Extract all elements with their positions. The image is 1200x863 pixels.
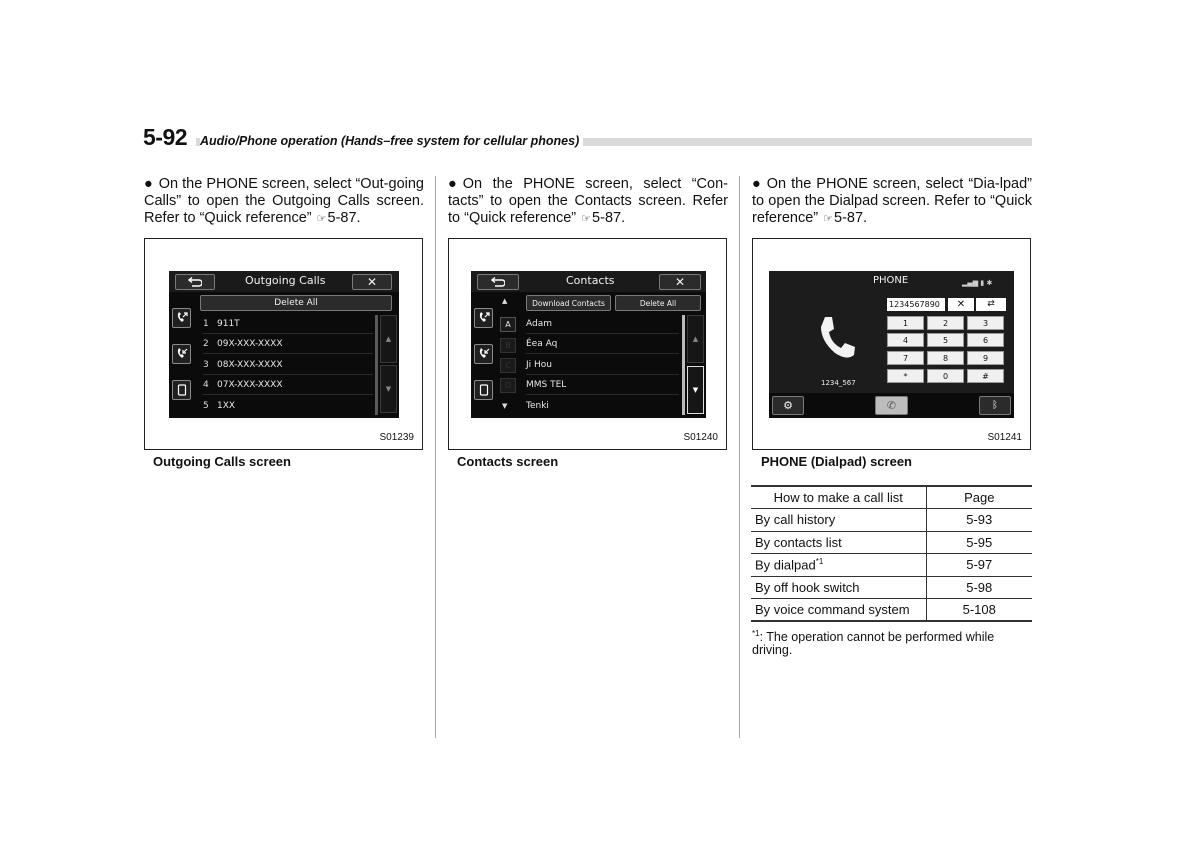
table-row [751,599,1032,622]
bullet: ● [448,176,457,192]
table-row [751,576,1032,599]
transfer-button[interactable] [976,298,1006,311]
dial-key[interactable]: 5 [927,333,964,347]
bluetooth-status-icon: ✱ [984,279,993,287]
screen-title: PHONE [873,275,909,286]
phonebook-tab[interactable] [474,380,493,400]
reference-page: 5-87. [592,210,626,226]
call-button[interactable] [875,396,908,415]
figure-code: S01239 [379,432,414,443]
table-cell-label: By contacts list [751,531,926,554]
figure-caption: Contacts screen [457,454,559,469]
phone-device-icon [479,384,489,396]
gear-icon: ⚙ [783,399,793,412]
dial-key[interactable]: 4 [887,333,924,347]
phone-incoming-icon [478,348,490,360]
settings-button[interactable] [772,396,804,415]
list-item[interactable] [203,334,373,354]
call-methods-table [751,485,1032,622]
contact-name: Éea Aq [526,338,558,349]
screen-title: Outgoing Calls [245,274,326,287]
arrow-down-icon: ▼ [502,402,508,410]
column-divider [435,176,436,738]
status-icons [962,279,992,287]
scroll-down-button[interactable] [687,366,704,414]
arrow-up-icon: ▲ [385,335,392,343]
dialpad-screen [769,271,1014,418]
table-cell-page: 5-97 [926,554,1032,577]
row-label: 08X-XXX-XXXX [217,359,283,370]
reference-icon: ☞ [581,213,592,225]
list-item[interactable] [203,375,373,395]
backspace-button[interactable] [948,298,974,311]
figure-caption: Outgoing Calls screen [153,454,291,469]
paragraph-text: On the PHONE screen, select “Dia-lpad” to open the Dialpad screen. Refer to “Quick reference” [752,176,1032,226]
figure-dialpad [752,238,1031,450]
contact-name: Adam [526,318,552,329]
phone-device-icon [177,384,187,396]
arrow-up-icon: ▲ [692,335,699,343]
table-cell-page: 5-108 [926,599,1032,622]
back-icon [188,277,202,287]
footnote-text: : The operation cannot be performed while driving. [752,630,995,658]
alpha-index-b[interactable]: B [500,338,516,353]
list-item[interactable] [526,355,679,375]
paragraph-outgoing [144,176,424,228]
row-number: 5 [203,401,209,411]
table-header-row [751,486,1032,509]
battery-icon: ▮ [978,279,985,287]
dial-key[interactable]: 1 [887,316,924,330]
figure-caption: PHONE (Dialpad) screen [761,454,912,469]
arrow-down-icon: ▼ [692,386,699,394]
outgoing-calls-tab[interactable] [474,308,493,328]
phone-incoming-icon [176,348,188,360]
footnote-marker: *1 [815,557,824,567]
figure-contacts [448,238,727,450]
list-item[interactable] [203,355,373,375]
back-icon [491,277,505,287]
scrollbar[interactable] [375,315,378,415]
dial-key[interactable]: 3 [967,316,1004,330]
table-cell-page: 5-98 [926,576,1032,599]
bluetooth-icon: ᛒ [992,400,998,411]
delete-all-button[interactable]: Delete All [615,295,701,311]
reference-page: 5-87. [834,210,868,226]
phone-outgoing-icon [478,312,490,324]
delete-all-button[interactable]: Delete All [200,295,392,311]
alpha-index-c[interactable]: C [500,358,516,373]
contact-name: MMS TEL [526,379,567,390]
list-item[interactable] [526,314,679,334]
row-number: 4 [203,379,209,390]
contact-label: 1234_567 [821,379,856,387]
incoming-calls-tab[interactable] [172,344,191,364]
contacts-screen [471,271,706,418]
outgoing-calls-tab[interactable] [172,308,191,328]
back-button[interactable] [477,274,519,290]
table-cell-label: By dialpad [755,557,816,573]
bullet: ● [144,176,153,192]
dial-key[interactable]: 6 [967,333,1004,347]
table-cell [751,554,926,577]
screen-title: Contacts [566,274,615,287]
backspace-icon: ✕ [956,299,966,310]
dial-key[interactable]: 7 [887,351,924,365]
dial-key[interactable]: 9 [967,351,1004,365]
paragraph-text: On the PHONE screen, select “Con-tacts” to open the Contacts screen. Refer to “Quick reference” [448,176,728,226]
arrow-up-icon: ▲ [502,297,508,305]
scroll-up-button[interactable] [380,315,397,363]
phonebook-tab[interactable] [172,380,191,400]
figure-code: S01241 [987,432,1022,443]
incoming-calls-tab[interactable] [474,344,493,364]
table-row [751,509,1032,532]
handset-icon [817,315,857,361]
table-cell-label: By call history [751,509,926,532]
row-number: 1 [203,318,209,329]
table-cell-page: 5-93 [926,509,1032,532]
contact-name: Tenki [526,401,549,411]
close-button[interactable] [659,274,701,290]
footnote [752,627,1032,657]
row-label: 09X-XXX-XXXX [217,338,283,349]
phone-call-icon: ✆ [886,399,897,412]
dial-key[interactable]: * [887,369,924,383]
phone-outgoing-icon [176,312,188,324]
row-number: 2 [203,338,209,349]
number-display[interactable]: 1234567890 [887,298,945,311]
row-label: 07X-XXX-XXXX [217,379,283,390]
page-number: 5-92 [143,124,188,150]
section-title: Audio/Phone operation (Hands–free system for cellular phones) [200,134,583,148]
dial-key[interactable]: 0 [927,369,964,383]
transfer-icon: ⇄ [987,299,995,309]
bluetooth-button[interactable] [979,396,1011,415]
column-header: How to make a call list [751,486,926,509]
footnote-marker: *1 [752,629,760,638]
list-item[interactable] [203,396,373,416]
paragraph-contacts [448,176,728,228]
download-contacts-button[interactable]: Download Contacts [526,295,611,311]
list-item[interactable] [526,396,679,416]
figure-outgoing [144,238,423,450]
scrollbar[interactable] [682,315,685,415]
outgoing-calls-screen [169,271,399,418]
dial-key[interactable]: 2 [927,316,964,330]
close-button[interactable] [352,274,392,290]
close-icon: ✕ [674,275,686,289]
table-row [751,554,1032,577]
table-row [751,531,1032,554]
back-button[interactable] [175,274,215,290]
alpha-up-arrow[interactable] [502,297,507,305]
table-cell-label: By off hook switch [751,576,926,599]
reference-page: 5-87. [327,210,361,226]
alpha-down-arrow[interactable] [502,402,507,410]
alpha-index-a[interactable]: A [500,317,516,332]
scroll-up-button[interactable] [687,315,704,363]
contact-name: Ji Hou [526,359,552,370]
paragraph-text: On the PHONE screen, select “Out-going Calls” to open the Outgoing Calls screen. Refer to “Quick reference” [144,176,424,226]
list-item[interactable] [203,314,373,334]
column-header: Page [926,486,1032,509]
alpha-index-d[interactable]: D [500,378,516,393]
reference-icon: ☞ [316,213,327,225]
paragraph-dialpad [752,176,1032,228]
list-item[interactable] [526,375,679,395]
scroll-down-button[interactable] [380,365,397,413]
table-cell-label: By voice command system [751,599,926,622]
bullet: ● [752,176,761,192]
signal-icon: ▂▄▆ [962,279,979,287]
close-icon: ✕ [366,275,378,289]
reference-icon: ☞ [823,213,833,225]
list-item[interactable] [526,334,679,354]
row-number: 3 [203,359,209,370]
table-cell-page: 5-95 [926,531,1032,554]
dial-key[interactable]: # [967,369,1004,383]
arrow-down-icon: ▼ [385,385,392,393]
row-label: 1XX [217,401,236,411]
row-label: 911T [217,318,240,329]
dial-key[interactable]: 8 [927,351,964,365]
figure-code: S01240 [683,432,718,443]
column-divider [739,176,740,738]
